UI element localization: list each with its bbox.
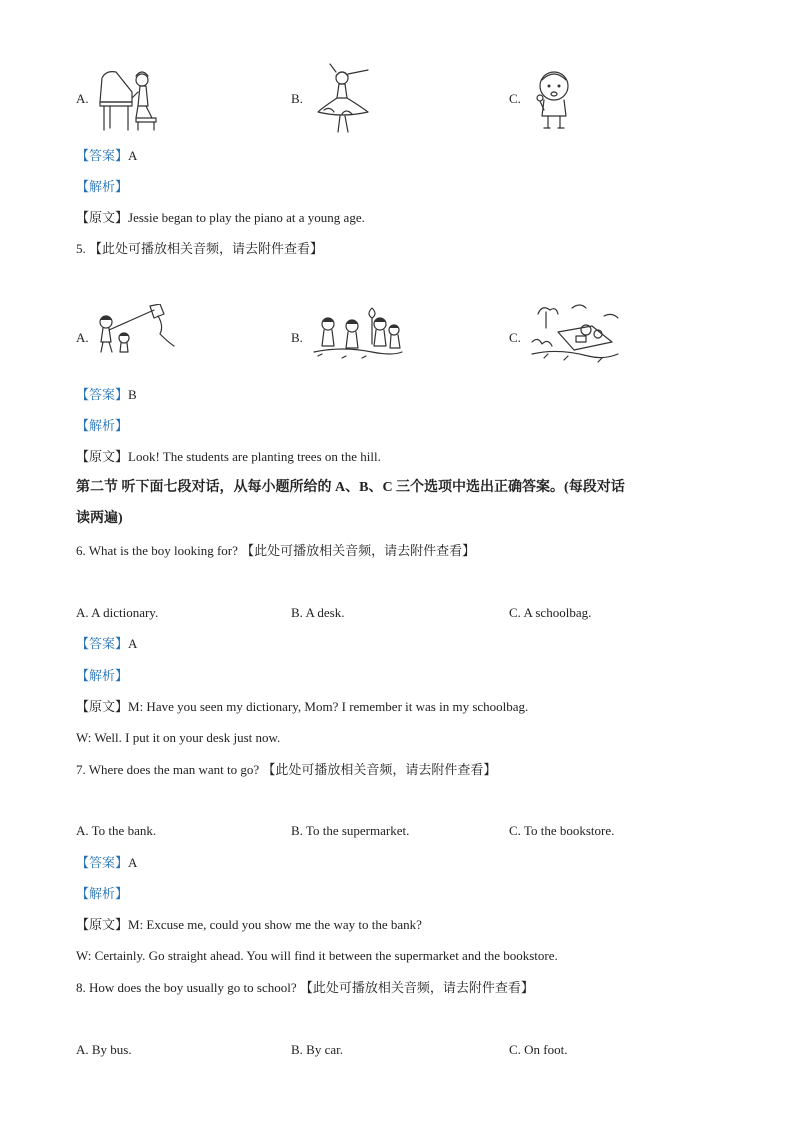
q5-transcript [76,449,381,465]
q5-option-a-letter: A. [76,330,89,345]
q8-stem: 8. How does the boy usually go to school? 【此处可播放相关音频，请去附件查看】 [76,980,534,995]
q6-option-c: C. A schoolbag. [509,605,592,620]
q5-option-c-letter: C. [509,330,521,345]
piano-player-icon [96,66,162,134]
q7-option-b: B. To the supermarket. [291,823,410,838]
q4-analysis-label: 【解析】 [76,179,129,194]
flying-kite-icon [94,304,176,358]
q7-option-a: A. To the bank. [76,823,157,838]
q4-transcript [76,210,365,226]
q6-analysis-label: 【解析】 [76,668,129,683]
q6-transcript [76,699,528,715]
answer-label: 【答案】 [76,148,129,163]
section2-heading-line1: 第二节 听下面七段对话，从每小题所给的 A、B、C 三个选项中选出正确答案。(每段对话 [76,480,625,495]
q6-transcript-line2: W: Well. I put it on your desk just now. [76,730,281,745]
q4-option-b-letter: B. [291,91,303,106]
transcript-text: Jessie began to play the piano at a young age. [128,210,365,225]
answer-value: A [128,148,138,163]
transcript-label: 【原文】 [76,210,129,225]
q7-analysis-label: 【解析】 [76,886,129,901]
answer-value: B [128,387,137,402]
q6-stem: 6. What is the boy looking for? 【此处可播放相关音频，请去附件查看】 [76,543,476,558]
transcript-label: 【原文】 [76,917,129,932]
q8-option-a: A. By bus. [76,1042,132,1057]
answer-label: 【答案】 [76,387,129,402]
q5-answer [76,387,137,403]
q5-option-b-letter: B. [291,330,303,345]
q7-transcript-line2: W: Certainly. Go straight ahead. You will find it between the supermarket and the bookstore. [76,948,558,963]
transcript-text: M: Have you seen my dictionary, Mom? I remember it was in my schoolbag. [128,699,529,714]
transcript-text: Look! The students are planting trees on the hill. [128,449,381,464]
q5-analysis-label: 【解析】 [76,418,129,433]
q4-answer [76,148,137,164]
q7-transcript [76,917,422,933]
section2-heading-line2: 读两遍) [76,511,123,526]
q5-stem: 5. 【此处可播放相关音频，请去附件查看】 [76,241,324,256]
q4-option-a-letter: A. [76,91,89,106]
q4-option-c-letter: C. [509,91,521,106]
transcript-label: 【原文】 [76,449,129,464]
q6-answer [76,636,137,652]
dancer-icon [312,62,374,134]
q6-option-a: A. A dictionary. [76,605,159,620]
answer-label: 【答案】 [76,636,129,651]
transcript-label: 【原文】 [76,699,129,714]
picnic-icon [528,302,620,366]
planting-trees-icon [312,304,404,366]
singer-icon [530,66,580,132]
q6-option-b: B. A desk. [291,605,345,620]
answer-value: A [128,855,138,870]
answer-label: 【答案】 [76,855,129,870]
q8-option-b: B. By car. [291,1042,343,1057]
transcript-text: M: Excuse me, could you show me the way to the bank? [128,917,422,932]
q7-answer [76,855,137,871]
q7-option-c: C. To the bookstore. [509,823,615,838]
q7-stem: 7. Where does the man want to go? 【此处可播放相关音频，请去附件查看】 [76,762,497,777]
q8-option-c: C. On foot. [509,1042,568,1057]
answer-value: A [128,636,138,651]
